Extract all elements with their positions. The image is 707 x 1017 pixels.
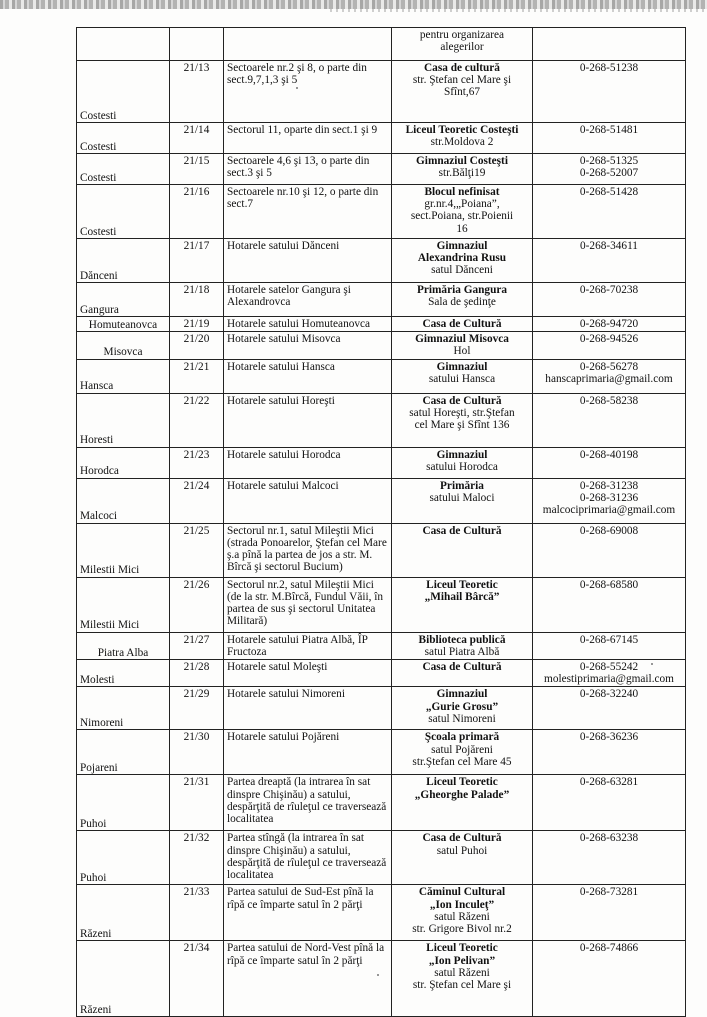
- code-cell: [170, 831, 224, 885]
- area-cell: [224, 332, 392, 359]
- code-cell: [170, 28, 224, 61]
- email-address: hanscaprimaria@gmail.com: [545, 372, 673, 385]
- area-description: Hotarele satului Nimoreni: [227, 688, 345, 701]
- section-name: Casa de Cultură: [422, 394, 502, 407]
- section-address: 16: [456, 222, 468, 235]
- section-name: Liceul Teoretic: [426, 578, 498, 591]
- locality-name: Puhoi: [80, 818, 107, 831]
- table-row: [77, 687, 686, 730]
- section-address: satul Horeşti, str.Ştefan: [409, 406, 515, 419]
- area-cell: [224, 941, 392, 1017]
- code-cell: [170, 577, 224, 632]
- table-row: [77, 523, 686, 577]
- area-cell: [224, 239, 392, 283]
- area-cell: [224, 447, 392, 478]
- section-name: Casa de Cultură: [422, 524, 502, 537]
- locality-cell: [77, 393, 170, 447]
- table-row: [77, 359, 686, 393]
- locality-name: Gangura: [80, 303, 119, 316]
- area-cell: [224, 28, 392, 61]
- section-code: 21/27: [183, 633, 210, 646]
- locality-cell: [77, 185, 170, 239]
- locality-name: Piatra Alba: [97, 646, 149, 659]
- section-address: Sala de şedinţe: [428, 296, 496, 309]
- code-cell: [170, 775, 224, 831]
- section-address: str.Ştefan cel Mare 45: [412, 755, 512, 768]
- area-description: Hotarele satului Pojăreni: [227, 731, 340, 744]
- locality-cell: [77, 632, 170, 659]
- phone-number: 0-268-94720: [579, 318, 639, 330]
- table-row: [77, 123, 686, 154]
- code-cell: [170, 687, 224, 730]
- section-name: Casa de cultură: [424, 62, 500, 74]
- code-cell: [170, 332, 224, 359]
- phone-number: 0-268-32240: [579, 688, 639, 701]
- area-description: Sectoarele nr.2 şi 8, o parte din sect.9,7,1,3 şi 5: [227, 62, 367, 87]
- locality-cell: [77, 831, 170, 885]
- table-row: [77, 478, 686, 523]
- contact-cell: [533, 359, 686, 393]
- table-row: [77, 632, 686, 659]
- table-row: [77, 317, 686, 332]
- section-code: 21/20: [183, 333, 210, 346]
- table-row: [77, 239, 686, 283]
- section-name: Liceul Teoretic Costeşti: [405, 124, 519, 136]
- table-row: [77, 154, 686, 185]
- code-cell: [170, 317, 224, 332]
- contact-cell: [533, 239, 686, 283]
- phone-number: 0-268-69008: [579, 524, 639, 537]
- area-description: Hotarele satul Moleşti: [227, 661, 328, 674]
- area-description: Hotarele satului Piatra Albă, ÎP Fructoza: [227, 633, 368, 658]
- table-row: [77, 332, 686, 359]
- area-cell: [224, 317, 392, 332]
- section-name: „Ion Inculeţ”: [429, 898, 495, 911]
- phone-number: 0-268-31238: [579, 479, 639, 492]
- locality-name: Pojareni: [80, 762, 118, 775]
- phone-number: 0-268-68580: [579, 578, 639, 591]
- section-address: sect.Poiana, str.Poienii: [410, 210, 514, 223]
- section-name: Gimnaziul: [436, 240, 488, 252]
- locality-cell: [77, 577, 170, 632]
- locality-name: Homuteanovca: [88, 319, 158, 331]
- area-cell: [224, 885, 392, 941]
- table-row: [77, 831, 686, 885]
- section-name: Casa de Cultură: [422, 318, 502, 330]
- section-address: satul Nimoreni: [428, 712, 496, 725]
- area-cell: [224, 775, 392, 831]
- code-cell: [170, 632, 224, 659]
- section-address: satului Hansca: [428, 372, 496, 385]
- section-cell: [392, 239, 533, 283]
- section-address: str.Bălţi19: [438, 167, 486, 180]
- section-code: 21/25: [183, 524, 210, 537]
- locality-name: Horodca: [80, 465, 119, 478]
- locality-cell: [77, 941, 170, 1017]
- table-row: [77, 283, 686, 317]
- table-row: [77, 61, 686, 123]
- polling-stations-table: [76, 27, 686, 1017]
- locality-name: Hansca: [80, 380, 114, 393]
- section-code: 21/19: [183, 318, 210, 330]
- table-body: [77, 28, 686, 1017]
- phone-number: 0-268-56278: [579, 360, 639, 373]
- section-cell: [392, 393, 533, 447]
- section-code: 21/33: [183, 886, 210, 899]
- phone-number: 0-268-31236: [579, 491, 639, 504]
- locality-cell: [77, 730, 170, 775]
- section-name: Blocul nefinisat: [424, 186, 500, 198]
- table-row: [77, 775, 686, 831]
- contact-cell: [533, 28, 686, 61]
- contact-cell: [533, 632, 686, 659]
- section-code: 21/14: [183, 124, 210, 136]
- area-cell: [224, 359, 392, 393]
- scan-edge-artifact: [0, 0, 707, 9]
- locality-cell: [77, 359, 170, 393]
- area-description: Partea satului de Sud-Est pînă la rîpă ce împarte satul în 2 părţi: [227, 886, 374, 911]
- contact-cell: [533, 185, 686, 239]
- phone-number: 0-268-55242: [579, 661, 639, 674]
- contact-cell: [533, 332, 686, 359]
- section-code: 21/21: [183, 360, 210, 373]
- area-description: Sectoarele nr.10 şi 12, o parte din sect.7: [227, 186, 379, 211]
- locality-cell: [77, 283, 170, 317]
- section-cell: [392, 775, 533, 831]
- scan-speck: [296, 87, 298, 89]
- locality-cell: [77, 154, 170, 185]
- section-name: „Ion Pelivan”: [428, 954, 496, 967]
- phone-number: 0-268-70238: [579, 284, 639, 296]
- section-name: Casa de Cultură: [422, 661, 502, 674]
- section-code: 21/32: [183, 832, 210, 845]
- contact-cell: [533, 447, 686, 478]
- area-description: Hotarele satului Horodca: [227, 448, 341, 461]
- contact-cell: [533, 687, 686, 730]
- section-cell: [392, 885, 533, 941]
- locality-cell: [77, 478, 170, 523]
- email-address: malcociprimaria@gmail.com: [542, 504, 676, 517]
- contact-cell: [533, 523, 686, 577]
- section-address: str. Ştefan cel Mare şi: [412, 74, 512, 87]
- section-name: Gimnaziul: [436, 448, 488, 461]
- phone-number: 0-268-52007: [579, 167, 639, 180]
- area-cell: [224, 687, 392, 730]
- section-address: satul Piatra Albă: [424, 645, 500, 658]
- locality-name: Nimoreni: [80, 717, 124, 730]
- table-row: [77, 885, 686, 941]
- section-name: Gimnaziul: [436, 360, 488, 373]
- phone-number: 0-268-73281: [579, 886, 639, 899]
- phone-number: 0-268-67145: [579, 633, 639, 646]
- section-code: 21/23: [183, 448, 210, 461]
- area-description: Sectorul nr.1, satul Mileştii Mici (strada Ponoarelor, Ştefan cel Mare ş.a pînă la partea de jos a str. M. Bîrcă şi sectorul Bucium): [227, 524, 387, 574]
- table-row: [77, 941, 686, 1017]
- section-name: Primăria Gangura: [416, 284, 508, 296]
- section-cell: [392, 523, 533, 577]
- section-address: satul Puhoi: [436, 844, 488, 857]
- section-cell: [392, 359, 533, 393]
- section-cell: [392, 577, 533, 632]
- area-cell: [224, 478, 392, 523]
- section-name: „Gheorghe Palade”: [414, 788, 510, 801]
- locality-name: Puhoi: [80, 872, 107, 885]
- code-cell: [170, 885, 224, 941]
- section-name: Căminul Cultural: [418, 886, 506, 899]
- locality-name: Răzeni: [80, 1004, 112, 1017]
- locality-cell: [77, 447, 170, 478]
- scan-edge-artifact-2: [330, 9, 707, 12]
- contact-cell: [533, 478, 686, 523]
- locality-name: Milestii Mici: [80, 619, 140, 632]
- area-description: Hotarele satului Misovca: [227, 333, 341, 346]
- section-code: 21/22: [183, 394, 210, 407]
- section-address: satul Pojăreni: [431, 743, 493, 756]
- contact-cell: [533, 61, 686, 123]
- section-cell: [392, 831, 533, 885]
- section-address: satului Maloci: [429, 491, 495, 504]
- contact-cell: [533, 154, 686, 185]
- section-name: Gimnaziul Costeşti: [416, 155, 508, 167]
- area-cell: [224, 831, 392, 885]
- locality-name: Horesti: [80, 434, 114, 447]
- section-name: Gimnaziul: [436, 688, 488, 701]
- email-address: molestiprimaria@gmail.com: [544, 673, 674, 686]
- section-address: satul Răzeni: [434, 966, 490, 979]
- locality-cell: [77, 317, 170, 332]
- locality-cell: [77, 660, 170, 687]
- contact-cell: [533, 775, 686, 831]
- locality-name: Costesti: [80, 140, 117, 153]
- code-cell: [170, 154, 224, 185]
- section-code: 21/34: [183, 942, 210, 955]
- section-name: Liceul Teoretic: [426, 776, 498, 789]
- section-cell: [392, 154, 533, 185]
- code-cell: [170, 185, 224, 239]
- phone-number: 0-268-51481: [579, 124, 639, 136]
- phone-number: 0-268-63281: [579, 776, 639, 789]
- contact-cell: [533, 393, 686, 447]
- section-code: 21/18: [183, 284, 210, 296]
- contact-cell: [533, 577, 686, 632]
- area-description: Hotarele satelor Gangura şi Alexandrovca: [227, 284, 351, 309]
- area-cell: [224, 632, 392, 659]
- locality-name: Molesti: [80, 674, 115, 687]
- locality-name: Milestii Mici: [80, 564, 140, 577]
- section-cell: [392, 730, 533, 775]
- section-cell: [392, 61, 533, 123]
- section-name: Primăria: [440, 479, 484, 492]
- table-row: [77, 185, 686, 239]
- section-address: str. Grigore Bivol nr.2: [412, 923, 512, 936]
- section-name: Biblioteca publică: [418, 633, 506, 646]
- phone-number: 0-268-40198: [579, 448, 639, 461]
- section-address: str.Moldova 2: [430, 136, 494, 149]
- table-row: [77, 730, 686, 775]
- section-name: Casa de Cultură: [422, 832, 502, 845]
- contact-cell: [533, 831, 686, 885]
- code-cell: [170, 123, 224, 154]
- section-code: 21/28: [183, 661, 210, 674]
- section-code: 21/26: [183, 578, 210, 591]
- section-code: 21/24: [183, 479, 210, 492]
- code-cell: [170, 393, 224, 447]
- area-cell: [224, 61, 392, 123]
- locality-name: Dănceni: [80, 269, 118, 282]
- locality-name: Costesti: [80, 225, 117, 238]
- section-name: Alexandrina Rusu: [417, 252, 507, 265]
- phone-number: 0-268-51428: [579, 186, 639, 198]
- locality-name: Malcoci: [80, 510, 118, 523]
- locality-cell: [77, 123, 170, 154]
- contact-cell: [533, 660, 686, 687]
- area-description: Partea dreaptă (la intrarea în sat dinspre Chişinău) a satului, despărţită de rîuleţul ce traversează localitatea: [227, 776, 387, 826]
- section-cell: [392, 447, 533, 478]
- contact-cell: [533, 730, 686, 775]
- table-row: [77, 660, 686, 687]
- scan-speck: [651, 663, 653, 665]
- section-cell: [392, 317, 533, 332]
- section-code: 21/31: [183, 776, 210, 789]
- table-row: [77, 393, 686, 447]
- section-name: Şcoala primară: [424, 731, 500, 744]
- section-code: 21/13: [183, 62, 210, 74]
- phone-number: 0-268-94526: [579, 333, 639, 346]
- area-cell: [224, 730, 392, 775]
- code-cell: [170, 660, 224, 687]
- contact-cell: [533, 317, 686, 332]
- area-description: Hotarele satului Dănceni: [227, 240, 340, 252]
- locality-cell: [77, 332, 170, 359]
- locality-cell: [77, 775, 170, 831]
- section-code: 21/15: [183, 155, 210, 167]
- phone-number: 0-268-36236: [579, 731, 639, 744]
- section-name: „Gurie Grosu”: [425, 700, 499, 713]
- locality-cell: [77, 61, 170, 123]
- section-address: str. Ştefan cel Mare şi: [412, 979, 512, 992]
- phone-number: 0-268-51325: [579, 155, 639, 167]
- locality-name: Răzeni: [80, 928, 112, 941]
- phone-number: 0-268-58238: [579, 394, 639, 407]
- section-address: Hol: [453, 345, 471, 358]
- locality-cell: [77, 687, 170, 730]
- section-cell: [392, 28, 533, 61]
- code-cell: [170, 359, 224, 393]
- area-description: Hotarele satului Homuteanovca: [227, 318, 371, 330]
- section-cell: [392, 283, 533, 317]
- section-cell: [392, 123, 533, 154]
- locality-cell: [77, 239, 170, 283]
- code-cell: [170, 523, 224, 577]
- scan-speck: [377, 974, 379, 976]
- section-code: 21/29: [183, 688, 210, 701]
- section-name: Gimnaziul Misovca: [415, 333, 509, 346]
- code-cell: [170, 283, 224, 317]
- locality-name: Costesti: [80, 171, 117, 184]
- section-name: „Mihail Bârcă”: [424, 590, 500, 603]
- area-cell: [224, 123, 392, 154]
- locality-cell: [77, 523, 170, 577]
- code-cell: [170, 61, 224, 123]
- area-description: Hotarele satului Hansca: [227, 360, 335, 373]
- area-cell: [224, 393, 392, 447]
- table-row-top-fragment: [77, 28, 686, 61]
- area-description: Hotarele satului Horeşti: [227, 394, 335, 407]
- locality-cell: [77, 28, 170, 61]
- phone-number: 0-268-74866: [579, 942, 639, 955]
- locality-name: Costesti: [80, 109, 117, 122]
- locality-name: Misovca: [103, 346, 143, 359]
- section-address: gr.nr.4,„Poiana”,: [424, 198, 500, 211]
- fragment-line: pentru organizarea: [419, 29, 505, 41]
- section-cell: [392, 687, 533, 730]
- contact-cell: [533, 941, 686, 1017]
- section-address: satul Dănceni: [431, 264, 493, 277]
- area-cell: [224, 154, 392, 185]
- locality-cell: [77, 885, 170, 941]
- section-code: 21/16: [183, 186, 210, 198]
- code-cell: [170, 239, 224, 283]
- phone-number: 0-268-51238: [579, 62, 639, 74]
- code-cell: [170, 447, 224, 478]
- table-row: [77, 577, 686, 632]
- area-cell: [224, 283, 392, 317]
- section-address: cel Mare şi Sfînt 136: [414, 419, 510, 432]
- code-cell: [170, 941, 224, 1017]
- section-address: satului Horodca: [426, 460, 498, 473]
- section-address: satul Răzeni: [434, 910, 490, 923]
- fragment-line: alegerilor: [440, 41, 484, 54]
- code-cell: [170, 730, 224, 775]
- phone-number: 0-268-34611: [580, 240, 638, 252]
- section-cell: [392, 332, 533, 359]
- area-description: Partea satului de Nord-Vest pînă la rîpă ce împarte satul în 2 părţi: [227, 942, 385, 967]
- section-address: Sfînt,67: [443, 86, 481, 99]
- section-cell: [392, 632, 533, 659]
- area-cell: [224, 660, 392, 687]
- contact-cell: [533, 123, 686, 154]
- table-row: [77, 447, 686, 478]
- area-description: Sectoarele 4,6 şi 13, o parte din sect.3 şi 5: [227, 155, 370, 180]
- contact-cell: [533, 885, 686, 941]
- code-cell: [170, 478, 224, 523]
- section-code: 21/30: [183, 731, 210, 744]
- section-cell: [392, 478, 533, 523]
- area-cell: [224, 523, 392, 577]
- area-description: Sectorul nr.2, satul Mileştii Mici (de la str. M.Bîrcă, Fundul Văii, în partea de sus şi sectorul Unitatea Militară): [227, 578, 384, 628]
- area-cell: [224, 577, 392, 632]
- area-cell: [224, 185, 392, 239]
- section-name: Liceul Teoretic: [426, 942, 498, 955]
- area-description: Partea stîngă (la intrarea în sat dinspre Chişinău) a satului, despărţită de rîuleţul ce traversează localitatea: [227, 832, 387, 882]
- area-description: Sectorul 11, oparte din sect.1 şi 9: [227, 124, 378, 136]
- phone-number: 0-268-63238: [579, 832, 639, 845]
- area-description: Hotarele satului Malcoci: [227, 479, 339, 492]
- section-code: 21/17: [183, 240, 210, 252]
- contact-cell: [533, 283, 686, 317]
- section-cell: [392, 185, 533, 239]
- section-cell: [392, 660, 533, 687]
- section-cell: [392, 941, 533, 1017]
